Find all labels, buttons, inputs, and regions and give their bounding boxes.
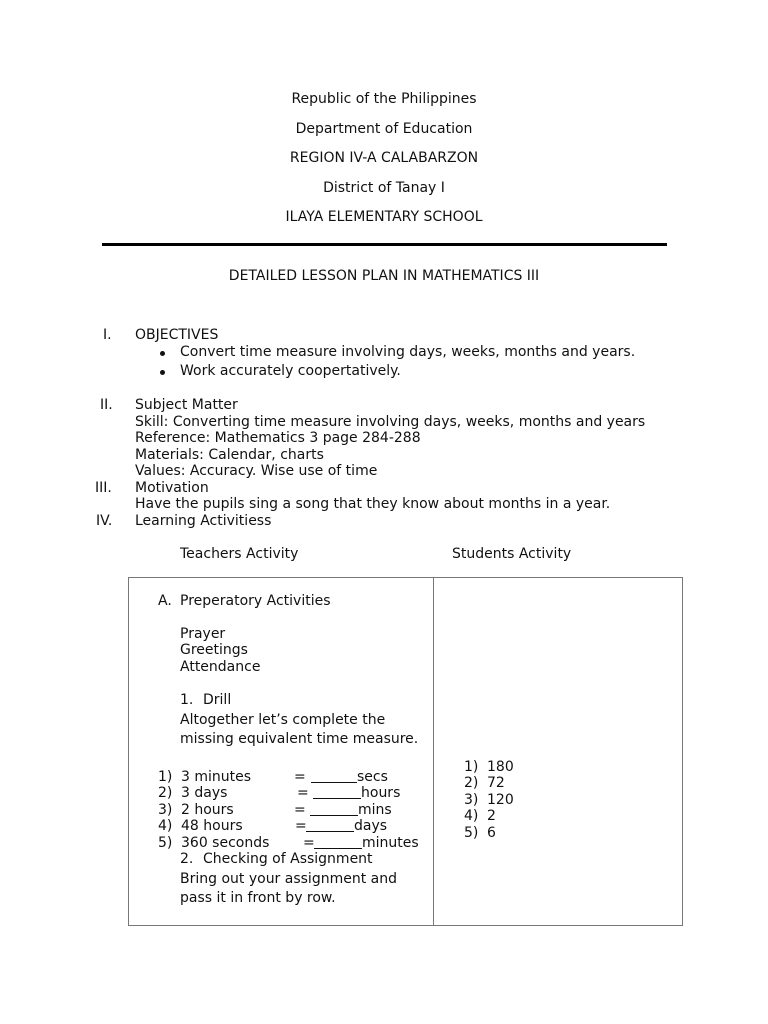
drill-item-given: 3 minutes bbox=[181, 769, 252, 785]
greetings-label: Greetings bbox=[180, 642, 248, 658]
drill-item-equals: = bbox=[294, 802, 306, 818]
objectives-heading: OBJECTIVES bbox=[135, 327, 219, 343]
section-number-2: II. bbox=[100, 397, 113, 413]
answer-value: 6 bbox=[487, 825, 496, 841]
drill-item-unit: days bbox=[354, 818, 388, 834]
learning-activities-heading: Learning Activitiess bbox=[135, 513, 272, 529]
subject-matter-heading: Subject Matter bbox=[135, 397, 238, 413]
answer-value: 180 bbox=[487, 759, 514, 775]
drill-item-equals: = bbox=[297, 785, 309, 801]
drill-instruction: missing equivalent time measure. bbox=[180, 731, 419, 747]
drill-item-number: 1) bbox=[158, 769, 173, 785]
drill-item-unit: mins bbox=[358, 802, 392, 818]
header-divider bbox=[102, 243, 667, 246]
drill-item-equals: = bbox=[303, 835, 315, 851]
subject-materials: Materials: Calendar, charts bbox=[135, 447, 324, 463]
answer-number: 4) bbox=[464, 808, 479, 824]
drill-heading: Drill bbox=[203, 692, 232, 708]
header-school: ILAYA ELEMENTARY SCHOOL bbox=[285, 209, 483, 225]
drill-number: 1. bbox=[180, 692, 194, 708]
checking-assignment-heading: Checking of Assignment bbox=[203, 851, 373, 867]
objective-item: Convert time measure involving days, weeks, months and years. bbox=[180, 344, 636, 360]
attendance-label: Attendance bbox=[180, 659, 261, 675]
answer-value: 2 bbox=[487, 808, 496, 824]
lesson-title: DETAILED LESSON PLAN IN MATHEMATICS III bbox=[228, 268, 540, 284]
header-republic: Republic of the Philippines bbox=[291, 91, 477, 107]
drill-item-number: 2) bbox=[158, 785, 173, 801]
header-region: REGION IV-A CALABARZON bbox=[289, 150, 479, 166]
answer-number: 3) bbox=[464, 792, 479, 808]
answer-number: 1) bbox=[464, 759, 479, 775]
prayer-label: Prayer bbox=[180, 626, 226, 642]
drill-item-equals: = bbox=[294, 769, 306, 785]
motivation-text: Have the pupils sing a song that they know about months in a year. bbox=[135, 496, 611, 512]
checking-instruction: pass it in front by row. bbox=[180, 890, 336, 906]
drill-item-unit: hours bbox=[361, 785, 401, 801]
drill-item-number: 3) bbox=[158, 802, 173, 818]
subject-reference: Reference: Mathematics 3 page 284-288 bbox=[135, 430, 421, 446]
header-district: District of Tanay I bbox=[323, 180, 445, 196]
drill-item-blank bbox=[313, 785, 361, 803]
bullet-icon bbox=[160, 370, 165, 375]
checking-instruction: Bring out your assignment and bbox=[180, 871, 397, 887]
bullet-icon bbox=[160, 351, 165, 356]
answer-number: 5) bbox=[464, 825, 479, 841]
drill-item-equals: = bbox=[295, 818, 307, 834]
drill-item-blank bbox=[306, 818, 354, 836]
drill-item-given: 3 days bbox=[181, 785, 228, 801]
drill-item-given: 48 hours bbox=[181, 818, 243, 834]
preparatory-activities-heading: Preperatory Activities bbox=[180, 593, 331, 609]
section-number-1: I. bbox=[103, 327, 112, 343]
checking-number: 2. bbox=[180, 851, 194, 867]
activity-a-label: A. bbox=[158, 593, 172, 609]
header-department: Department of Education bbox=[295, 121, 473, 137]
answer-value: 72 bbox=[487, 775, 505, 791]
students-activity-header: Students Activity bbox=[452, 546, 572, 562]
subject-skill: Skill: Converting time measure involving days, weeks, months and years bbox=[135, 414, 646, 430]
answer-number: 2) bbox=[464, 775, 479, 791]
drill-item-unit: secs bbox=[357, 769, 388, 785]
section-number-3: III. bbox=[95, 480, 112, 496]
subject-values: Values: Accuracy. Wise use of time bbox=[135, 463, 378, 479]
drill-item-number: 5) bbox=[158, 835, 173, 851]
drill-item-unit: minutes bbox=[362, 835, 419, 851]
objective-item: Work accurately coopertatively. bbox=[180, 363, 401, 379]
drill-item-given: 360 seconds bbox=[181, 835, 270, 851]
drill-item-number: 4) bbox=[158, 818, 173, 834]
drill-item-given: 2 hours bbox=[181, 802, 234, 818]
answer-value: 120 bbox=[487, 792, 514, 808]
table-column-divider bbox=[433, 577, 434, 926]
motivation-heading: Motivation bbox=[135, 480, 209, 496]
section-number-4: IV. bbox=[96, 513, 113, 529]
teachers-activity-header: Teachers Activity bbox=[180, 546, 299, 562]
drill-instruction: Altogether let’s complete the bbox=[180, 712, 386, 728]
